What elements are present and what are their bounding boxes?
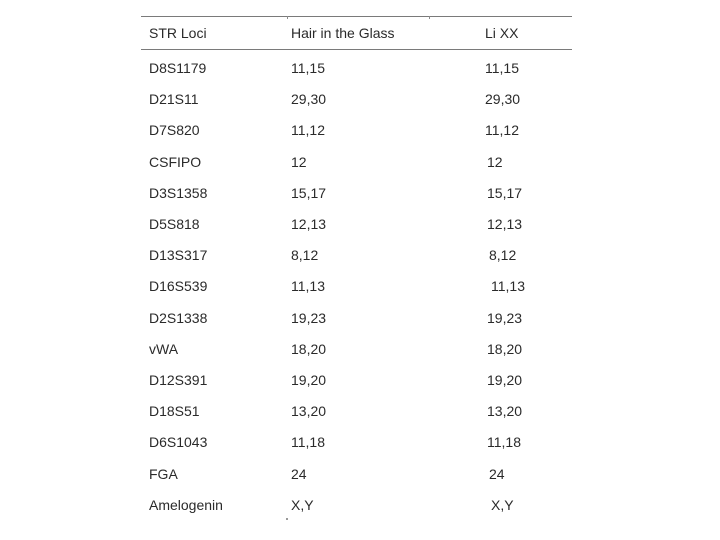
header-hair-in-the-glass: Hair in the Glass [291,25,395,41]
li-xx-value: 12,13 [487,216,523,232]
li-xx-value: 12 [487,153,503,170]
locus-name: D5S818 [149,216,200,232]
locus-name: FGA [149,465,178,482]
hair-in-the-glass-value: 13,20 [291,403,327,420]
column-tick [287,16,288,19]
table-row [141,466,572,482]
locus-name: D2S1338 [149,309,208,326]
locus-name: D6S1043 [149,434,208,451]
locus-name: D21S11 [149,91,199,108]
table-row [141,216,572,232]
li-xx-value: 29,30 [485,91,521,108]
locus-name: vWA [149,340,179,357]
table-row [141,122,572,138]
table-row [141,341,572,357]
hair-in-the-glass-value: 11,18 [291,434,325,451]
hair-in-the-glass-value: 15,17 [291,184,327,201]
table-row [141,434,572,450]
table-row [141,60,572,76]
table-row [141,403,572,419]
hair-in-the-glass-value: X,Y [291,496,314,513]
table-row [141,310,572,326]
li-xx-value: 11,12 [485,122,519,139]
locus-name: D13S317 [149,247,208,264]
column-tick [429,16,430,19]
table-header-row [141,25,572,45]
table-row [141,372,572,388]
table-row [141,247,572,263]
table-row [141,91,572,107]
hair-in-the-glass-value: 11,12 [291,122,325,139]
locus-name: D7S820 [149,122,200,139]
li-xx-value: 13,20 [487,403,523,420]
locus-name: D16S539 [149,278,208,295]
hair-in-the-glass-value: 18,20 [291,340,327,357]
li-xx-value: 11,13 [491,278,525,295]
li-xx-value: 15,17 [487,184,523,201]
li-xx-value: 8,12 [489,247,517,264]
stray-dot [286,518,288,520]
table-row [141,497,572,513]
hair-in-the-glass-value: 24 [291,465,307,482]
li-xx-value: 19,20 [487,372,523,388]
locus-name: D3S1358 [149,184,208,201]
li-xx-value: 11,18 [487,434,521,451]
hair-in-the-glass-value: 19,20 [291,372,327,388]
table-row [141,154,572,170]
li-xx-value: 19,23 [487,309,523,326]
locus-name: D8S1179 [149,60,207,76]
li-xx-value: 24 [489,465,505,482]
hair-in-the-glass-value: 8,12 [291,247,319,264]
table-row [141,278,572,294]
locus-name: D18S51 [149,403,200,420]
table-top-rule [141,16,572,17]
table-header-rule [141,49,572,50]
locus-name: Amelogenin [149,496,223,513]
hair-in-the-glass-value: 12 [291,153,307,170]
hair-in-the-glass-value: 11,15 [291,60,325,76]
header-li-xx: Li XX [485,25,519,41]
locus-name: CSFIPO [149,153,202,170]
li-xx-value: 11,15 [485,60,519,76]
table-row [141,185,572,201]
hair-in-the-glass-value: 11,13 [291,278,325,295]
li-xx-value: X,Y [491,496,514,513]
locus-name: D12S391 [149,372,208,388]
hair-in-the-glass-value: 29,30 [291,91,327,108]
header-str-loci: STR Loci [149,25,207,41]
hair-in-the-glass-value: 12,13 [291,216,327,232]
hair-in-the-glass-value: 19,23 [291,309,327,326]
li-xx-value: 18,20 [487,340,523,357]
